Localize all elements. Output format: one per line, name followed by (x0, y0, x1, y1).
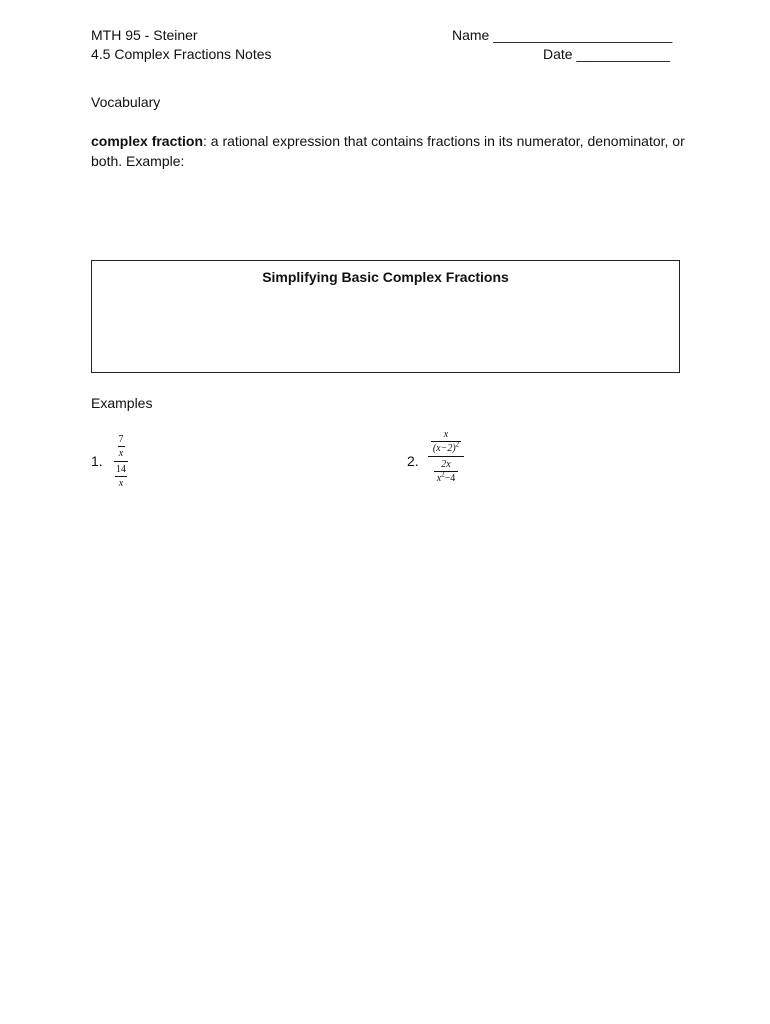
term: complex fraction (91, 133, 204, 149)
example-2-bottom-denominator-base: x (436, 473, 442, 484)
examples-heading: Examples (91, 395, 153, 411)
example-2-top-denominator (432, 440, 460, 454)
date-field (543, 46, 670, 62)
example-2-bottom-denominator-rest: −4 (444, 473, 456, 484)
name-label: Name (452, 27, 490, 43)
course-title: MTH 95 - Steiner (91, 27, 198, 43)
definition-line-2: both. Example: (91, 153, 185, 169)
definition-text: : a rational expression that contains fractions in its numerator, denominator, or (203, 133, 685, 149)
box-title: Simplifying Basic Complex Fractions (262, 269, 509, 285)
example-1-number: 1. (91, 453, 103, 469)
date-blank: ____________ (576, 46, 670, 62)
fraction-bar (115, 476, 127, 477)
example-1-expression (112, 434, 130, 489)
name-field (452, 27, 672, 43)
example-1-bottom-denominator: x (118, 478, 124, 489)
example-2-number: 2. (407, 453, 419, 469)
fraction-bar (118, 446, 125, 447)
fraction-bar (434, 471, 458, 472)
example-2-expression (426, 429, 466, 484)
example-2-bottom-numerator: 2x (441, 459, 451, 470)
main-fraction-bar (428, 456, 464, 457)
example-2-bottom-denominator-exponent: 2 (441, 470, 445, 479)
example-1-bottom-numerator: 14 (116, 464, 126, 475)
example-2-top-denominator-base: (x−2) (432, 443, 456, 454)
example-2-top-denominator-exponent: 2 (455, 440, 460, 449)
example-1-top-denominator: x (118, 448, 124, 459)
example-2-bottom-denominator (436, 470, 456, 484)
simplifying-box (91, 260, 680, 373)
definition-line-1 (91, 133, 685, 149)
name-blank: _______________________ (493, 27, 673, 43)
vocabulary-heading: Vocabulary (91, 94, 161, 110)
main-fraction-bar (114, 461, 128, 462)
example-2-top-numerator: x (443, 429, 449, 440)
date-label: Date (543, 46, 573, 62)
section-title: 4.5 Complex Fractions Notes (91, 46, 272, 62)
example-1-top-numerator: 7 (118, 434, 124, 445)
